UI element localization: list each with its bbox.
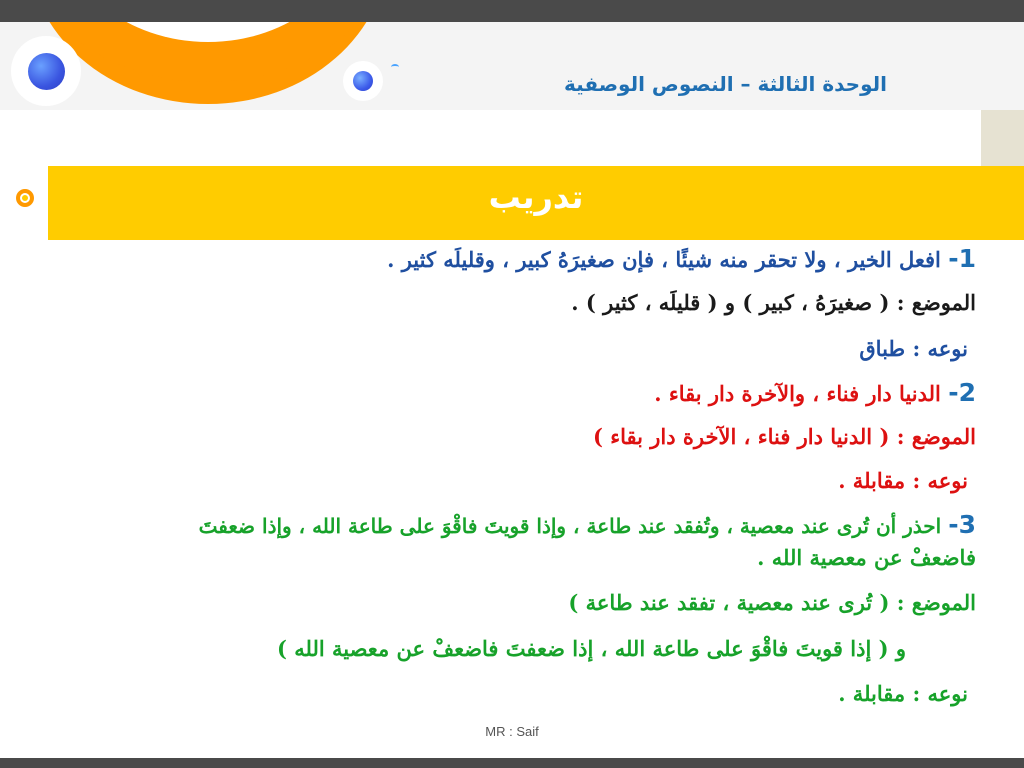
item-number: 1- <box>948 244 976 273</box>
type-label: نوعه : <box>912 336 968 361</box>
item-2-position-line <box>593 424 976 450</box>
item-2-sentence-line <box>654 380 976 407</box>
item-2-type-line <box>838 468 968 494</box>
item-1-position-line <box>571 290 976 316</box>
arc-decoration <box>391 64 399 70</box>
item-sentence-part-1: احذر أن تُرى عند معصية ، وتُفقد عند طاعة ، وإذا قويتَ فاقْوَ على طاعة الله ، وإذا ضعفتَ <box>198 514 942 538</box>
bottom-border-bar <box>0 758 1024 768</box>
item-3-position-line-2 <box>277 636 906 662</box>
banner-title: تدريب <box>488 178 584 216</box>
item-sentence-part-2: فاضعفْ عن معصية الله . <box>757 545 976 570</box>
item-3-sentence-line-2 <box>757 545 976 571</box>
item-1-sentence-line <box>387 246 976 273</box>
footer-author: MR : Saif <box>485 724 539 739</box>
position-label: الموضع : <box>896 290 976 315</box>
position-text: ( صغيرَهُ ، كبير ) و ( قليلَه ، كثير ) . <box>571 290 890 315</box>
item-number: 2- <box>948 378 976 407</box>
position-label: الموضع : <box>896 424 976 449</box>
item-3-position-line <box>568 590 976 616</box>
bullet-ring-icon <box>16 189 34 207</box>
item-number: 3- <box>948 510 976 539</box>
item-sentence: افعل الخير ، ولا تحقر منه شيئًا ، فإن صغيرَهُ كبير ، وقليلَه كثير . <box>387 247 941 272</box>
position-label: الموضع : <box>896 590 976 615</box>
side-strip-decoration <box>981 110 1024 168</box>
position-text-continued: و ( إذا قويتَ فاقْوَ على طاعة الله ، إذا ضعفتَ فاضعفْ عن معصية الله ) <box>277 636 906 661</box>
item-1-type-line <box>859 336 968 362</box>
item-3-sentence-line-1 <box>199 512 976 539</box>
type-label: نوعه : <box>912 468 968 493</box>
top-border-bar <box>0 0 1024 22</box>
header-band <box>0 22 1024 110</box>
blue-dot-small <box>353 71 373 91</box>
type-text: مقابلة . <box>838 468 906 493</box>
position-text: ( تُرى عند معصية ، تفقد عند طاعة ) <box>568 590 890 615</box>
blue-dot-large <box>28 53 65 90</box>
type-text: مقابلة . <box>838 681 906 706</box>
position-text: ( الدنيا دار فناء ، الآخرة دار بقاء ) <box>592 424 890 449</box>
item-3-type-line <box>838 681 968 707</box>
item-sentence: الدنيا دار فناء ، والآخرة دار بقاء . <box>654 381 941 406</box>
type-text: طباق <box>859 336 906 361</box>
type-label: نوعه : <box>912 681 968 706</box>
title-banner <box>48 166 1024 240</box>
unit-title: الوحدة الثالثة – النصوص الوصفية <box>564 72 887 96</box>
